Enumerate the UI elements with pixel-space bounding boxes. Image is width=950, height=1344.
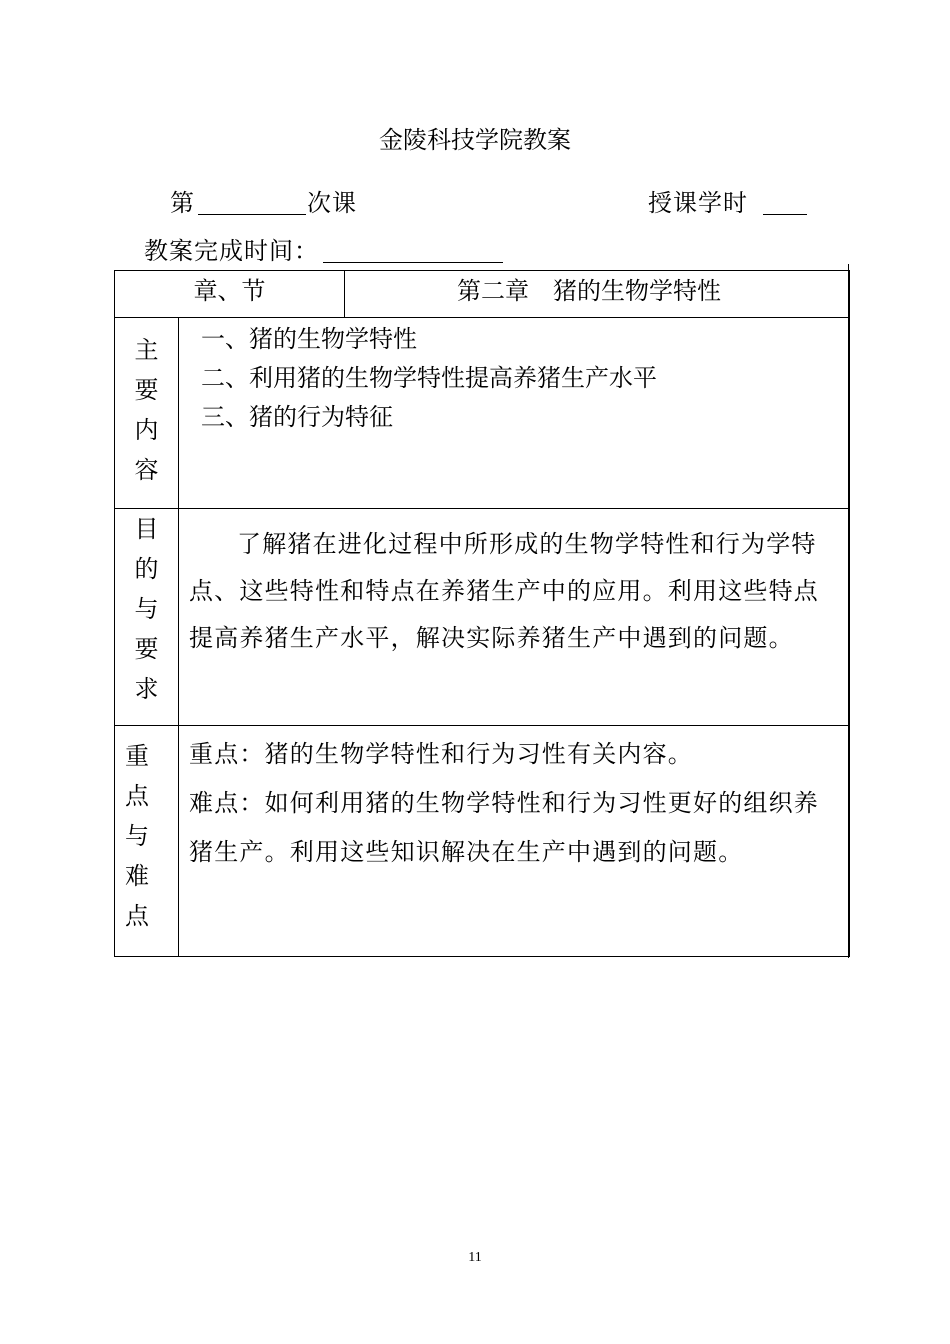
main-content-label-char: 主 <box>134 336 159 364</box>
teaching-hours-blank <box>763 214 807 215</box>
key-points-label-char: 难 <box>125 862 149 890</box>
key-points-label-char: 与 <box>125 822 149 850</box>
list-item: 一、猪的生物学特性 <box>201 325 417 353</box>
chapter-label: 章、节 <box>115 271 345 318</box>
completion-time-label: 教案完成时间： <box>144 237 319 265</box>
difficulty-text: 难点：如何利用猪的生物学特性和行为习性更好的组织养猪生产。利用这些知识解决在生产中遇到的问题。 <box>189 789 819 866</box>
objectives-label-char: 目 <box>134 515 159 543</box>
main-content-label-char: 内 <box>134 416 159 444</box>
key-points-body <box>179 726 850 957</box>
key-points-label-char: 点 <box>125 782 149 810</box>
key-points-row <box>115 726 850 957</box>
key-points-label-char: 重 <box>125 742 149 770</box>
lesson-prefix: 第 <box>170 189 195 217</box>
objectives-label-char: 求 <box>134 675 159 703</box>
focus-text: 重点：猪的生物学特性和行为习性有关内容。 <box>189 740 693 768</box>
objectives-label <box>115 509 179 726</box>
lesson-plan-table <box>114 270 850 957</box>
chapter-value: 第二章 猪的生物学特性 <box>345 271 850 318</box>
key-points-label <box>115 726 179 957</box>
objectives-body <box>179 509 850 726</box>
teaching-hours-label: 授课学时 <box>648 189 748 217</box>
objectives-label-char: 与 <box>134 595 159 623</box>
chapter-row <box>115 271 850 318</box>
main-content-label-char: 容 <box>134 456 159 484</box>
objectives-row <box>115 509 850 726</box>
document-title: 金陵科技学院教案 <box>379 126 571 154</box>
objectives-label-char: 要 <box>134 635 159 663</box>
objectives-label-char: 的 <box>134 555 159 583</box>
page-number: 11 <box>468 1250 482 1265</box>
list-item: 二、利用猪的生物学特性提高养猪生产水平 <box>201 364 657 392</box>
lesson-suffix: 次课 <box>307 189 357 217</box>
main-content-label-char: 要 <box>134 376 159 404</box>
completion-time-blank <box>323 262 503 263</box>
main-content-body <box>179 318 850 509</box>
lesson-number-blank <box>198 214 306 215</box>
key-points-label-char: 点 <box>125 902 149 930</box>
list-item: 三、猪的行为特征 <box>201 403 393 431</box>
objectives-text: 了解猪在进化过程中所形成的生物学特性和行为学特点、这些特性和特点在养猪生产中的应用。利用这些特点提高养猪生产水平，解决实际养猪生产中遇到的问题。 <box>189 530 819 652</box>
main-content-label <box>115 318 179 509</box>
main-content-row <box>115 318 850 509</box>
